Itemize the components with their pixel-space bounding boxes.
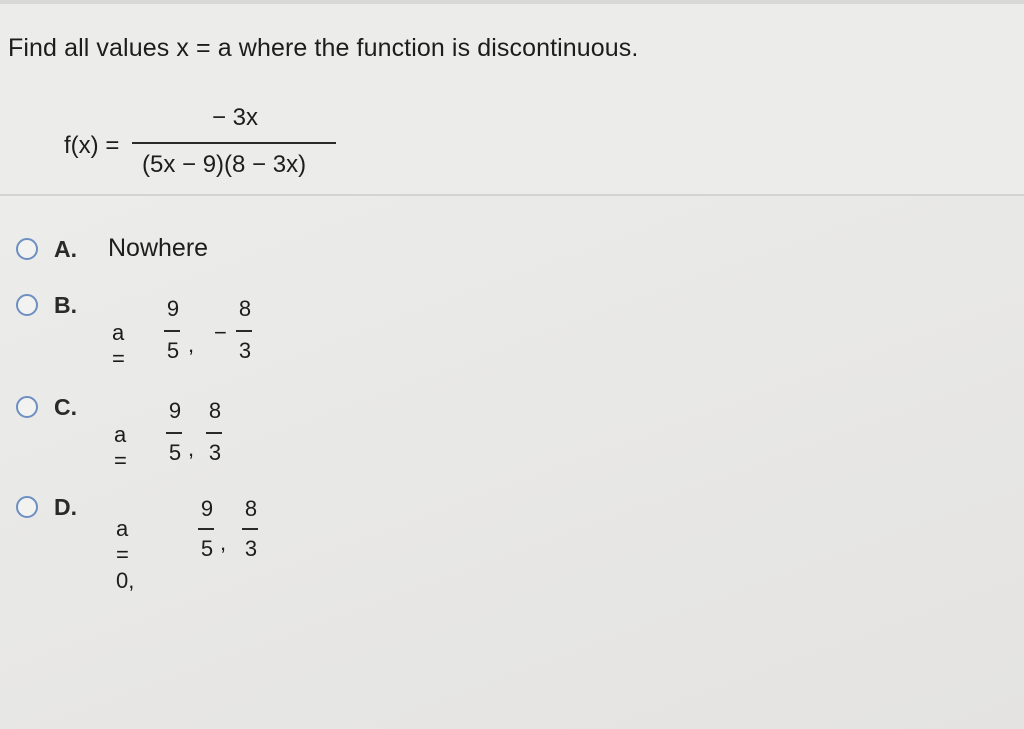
- option-b-letter: B.: [54, 292, 77, 318]
- option-c-frac2-den: 3: [208, 440, 222, 465]
- question-prompt: Find all values x = a where the function is discontinuous.: [8, 34, 639, 62]
- option-c-prefix: a =: [114, 422, 127, 473]
- option-d-frac2-den: 3: [244, 536, 258, 561]
- option-d-frac1-num: 9: [200, 496, 214, 521]
- option-d-letter: D.: [54, 494, 77, 520]
- option-b-frac1-num: 9: [166, 296, 180, 321]
- option-d-frac1-bar: [198, 528, 214, 530]
- question-header: [0, 4, 1024, 196]
- option-c-frac2-num: 8: [208, 398, 222, 423]
- option-b-frac1-den: 5: [166, 338, 180, 363]
- option-a-letter: A.: [54, 236, 77, 262]
- option-d-frac2-bar: [242, 528, 258, 530]
- option-c-frac1-bar: [166, 432, 182, 434]
- option-b-prefix: a =: [112, 320, 125, 371]
- option-b-minus: −: [214, 320, 227, 345]
- option-c-separator: ,: [188, 436, 195, 461]
- function-label: f(x) =: [64, 132, 120, 159]
- function-denominator: (5x − 9)(8 − 3x): [142, 151, 307, 178]
- option-d-frac1-den: 5: [200, 536, 214, 561]
- option-c-frac2-bar: [206, 432, 222, 434]
- option-d-prefix: a = 0,: [116, 516, 135, 593]
- option-b-frac2-bar: [236, 330, 252, 332]
- option-d-frac2-num: 8: [244, 496, 258, 521]
- option-b-frac2-den: 3: [238, 338, 252, 363]
- option-d-separator: ,: [220, 530, 227, 555]
- function-numerator: − 3x: [212, 104, 259, 131]
- option-a-text: Nowhere: [108, 234, 209, 262]
- option-c-radio[interactable]: [16, 396, 38, 418]
- option-b-frac1-bar: [164, 330, 180, 332]
- option-c-letter: C.: [54, 394, 77, 420]
- option-b-separator: ,: [188, 332, 195, 357]
- option-b-frac2-num: 8: [238, 296, 252, 321]
- option-b-radio[interactable]: [16, 294, 38, 316]
- option-a-radio[interactable]: [16, 238, 38, 260]
- option-c-frac1-den: 5: [168, 440, 182, 465]
- fraction-bar: [132, 142, 336, 144]
- option-c-frac1-num: 9: [168, 398, 182, 423]
- option-d-radio[interactable]: [16, 496, 38, 518]
